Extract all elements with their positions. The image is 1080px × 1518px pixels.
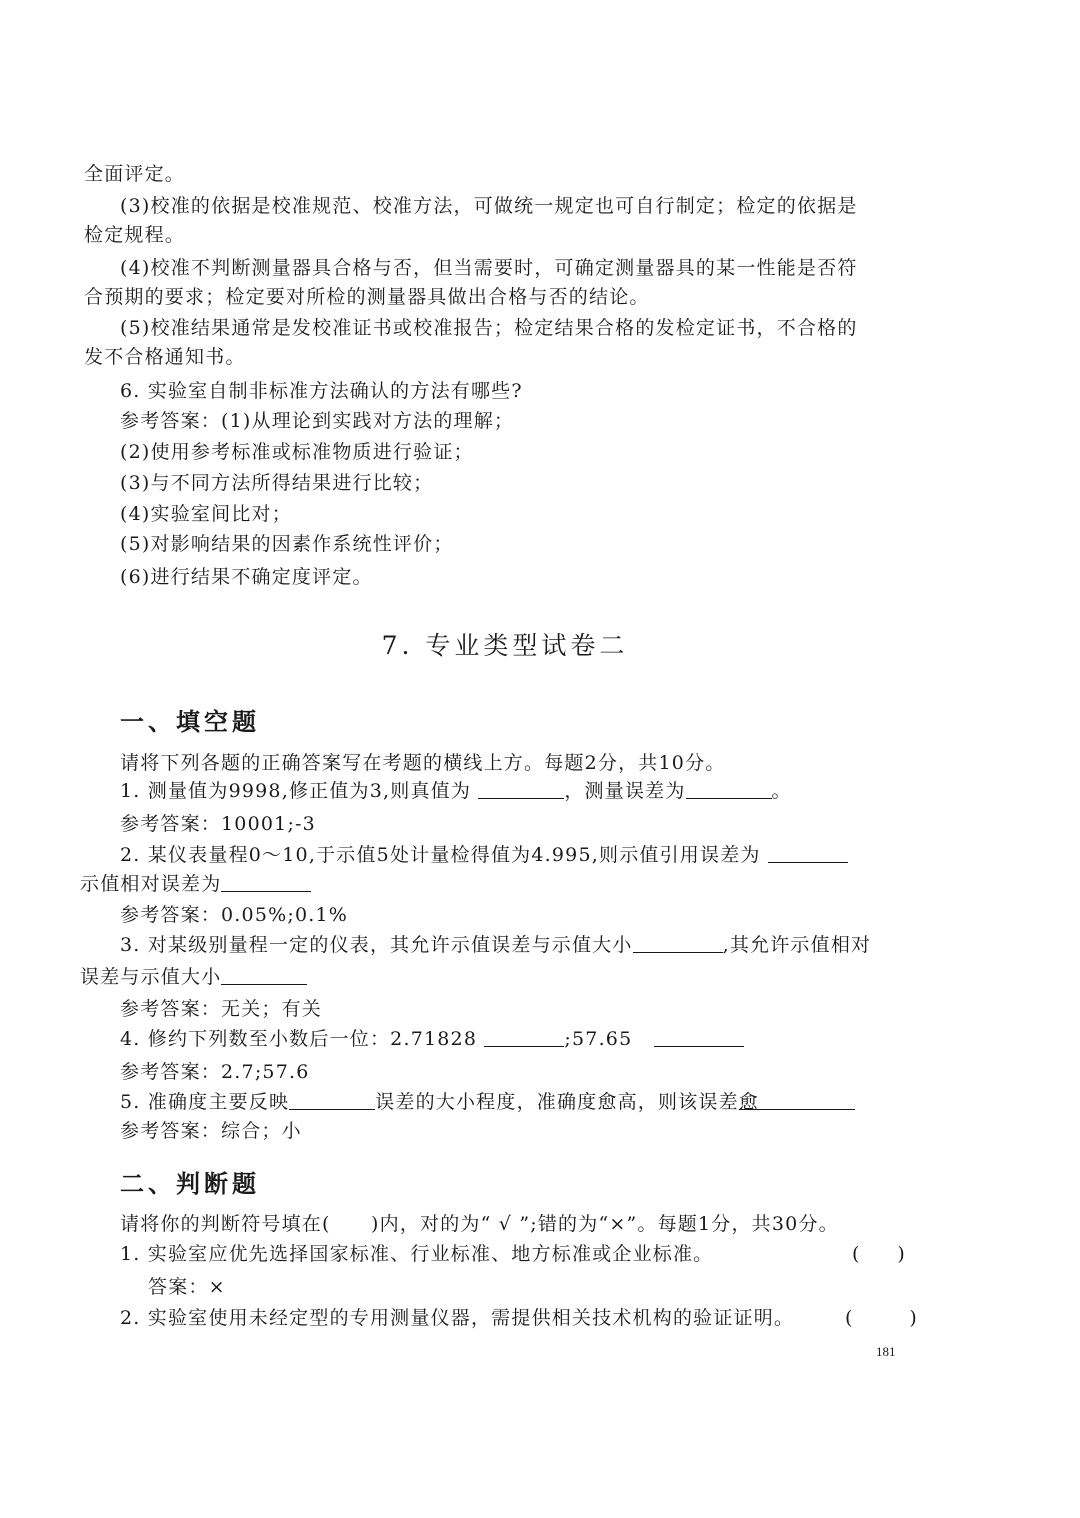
q1-text-c: 。 xyxy=(771,780,792,802)
answer-blank[interactable] xyxy=(484,1028,564,1047)
q1-text-b: ，测量误差为 xyxy=(564,780,686,802)
q5-answer: 参考答案：综合；小 xyxy=(120,1120,302,1142)
item4-line2: 合预期的要求；检定要对所检的测量器具做出合格与否的结论。 xyxy=(84,286,650,308)
q1-answer: 参考答案：10001;-3 xyxy=(120,813,316,835)
q6-answer-6: (6)进行结果不确定度评定。 xyxy=(120,566,373,588)
fill-question-4 xyxy=(120,1026,744,1052)
section2-heading: 二、判断题 xyxy=(120,1169,260,1198)
q6-answer-4: (4)实验室间比对； xyxy=(120,503,292,525)
judge-answer-1: 答案：× xyxy=(148,1276,226,1298)
item4-line1: (4)校准不判断测量器具合格与否，但当需要时，可确定测量器具的某一性能是否符 xyxy=(120,257,858,279)
q6-answer-2: (2)使用参考标准或标准物质进行验证； xyxy=(120,441,474,463)
fill-question-3-cont xyxy=(80,964,307,990)
section2-instruction: 请将你的判断符号填在( )内，对的为“ √ ”;错的为“×”。每题1分，共30分。 xyxy=(120,1213,839,1235)
q2-answer: 参考答案：0.05%;0.1% xyxy=(120,904,349,926)
answer-blank[interactable] xyxy=(654,1028,744,1047)
q4-answer: 参考答案：2.7;57.6 xyxy=(120,1061,310,1083)
answer-blank[interactable] xyxy=(221,966,307,985)
q6-answer-3: (3)与不同方法所得结果进行比较； xyxy=(120,472,434,494)
fill-question-1 xyxy=(120,778,792,804)
paper-title: 7. 专业类型试卷二 xyxy=(381,631,629,660)
judge-answer-paren-2[interactable]: ( ) xyxy=(845,1307,917,1329)
question-6: 6. 实验室自制非标准方法确认的方法有哪些? xyxy=(120,380,523,402)
q5-text-a: 5. 准确度主要反映 xyxy=(120,1091,290,1113)
fill-question-2-cont xyxy=(80,871,311,897)
q3-answer: 参考答案：无关；有关 xyxy=(120,998,323,1020)
fill-question-2 xyxy=(120,842,848,868)
fill-question-5 xyxy=(120,1089,855,1115)
q6-answer-5: (5)对影响结果的因素作系统性评价； xyxy=(120,533,454,555)
q6-answer-1: 参考答案：(1)从理论到实践对方法的理解； xyxy=(120,410,515,432)
q3-text-b: ,其允许示值相对 xyxy=(722,934,872,956)
page-number: 181 xyxy=(876,1344,896,1359)
answer-blank[interactable] xyxy=(768,844,848,863)
answer-blank[interactable] xyxy=(686,780,772,799)
answer-blank[interactable] xyxy=(478,780,564,799)
item3-line1: (3)校准的依据是校准规范、校准方法，可做统一规定也可自行制定；检定的依据是 xyxy=(120,195,858,217)
item5-line1: (5)校准结果通常是发校准证书或校准报告；检定结果合格的发检定证书，不合格的 xyxy=(120,317,858,339)
q3-text-c: 误差与示值大小 xyxy=(80,966,222,988)
q5-text-c: 愈 xyxy=(738,1091,759,1113)
q2-text-a: 2. 某仪表量程0～10,于示值5处计量检得值为4.995,则示值引用误差为 xyxy=(120,844,761,866)
fill-question-3 xyxy=(120,932,871,958)
answer-blank[interactable] xyxy=(633,934,723,953)
q4-text-b: ;57.65 xyxy=(564,1028,633,1050)
section1-heading: 一、填空题 xyxy=(120,707,260,736)
judge-question-1: 1. 实验室应优先选择国家标准、行业标准、地方标准或企业标准。 xyxy=(120,1243,714,1265)
q2-text-b: 示值相对误差为 xyxy=(80,873,222,895)
q1-text-a: 1. 测量值为9998,修正值为3,则真值为 xyxy=(120,780,472,802)
judge-answer-paren-1[interactable]: ( ) xyxy=(852,1243,905,1265)
q3-text-a: 3. 对某级别量程一定的仪表，其允许示值误差与示值大小 xyxy=(120,934,633,956)
answer-blank[interactable] xyxy=(759,1091,855,1110)
q4-text-a: 4. 修约下列数至小数后一位：2.71828 xyxy=(120,1028,478,1050)
item3-line2: 检定规程。 xyxy=(84,224,186,246)
answer-blank[interactable] xyxy=(289,1091,375,1110)
item5-line2: 发不合格通知书。 xyxy=(84,346,246,368)
section1-instruction: 请将下列各题的正确答案写在考题的横线上方。每题2分，共10分。 xyxy=(120,752,726,774)
answer-blank[interactable] xyxy=(221,873,311,892)
q5-text-b: 误差的大小程度，准确度愈高，则该误差 xyxy=(375,1091,739,1113)
judge-question-2: 2. 实验室使用未经定型的专用测量仪器，需提供相关技术机构的验证证明。 xyxy=(120,1307,795,1329)
continuation-text: 全面评定。 xyxy=(84,163,186,185)
